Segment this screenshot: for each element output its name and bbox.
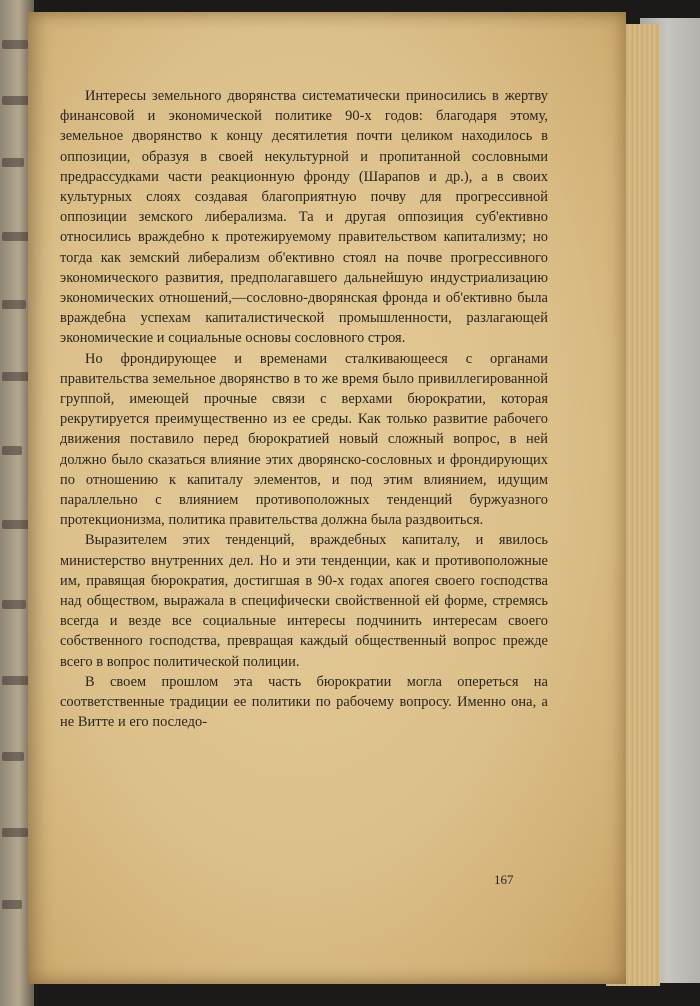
book-page <box>28 12 626 984</box>
paragraph-2: Но фрондирующее и временами сталкивающееся с органами правительства земельное дворянство в то же время было привиллегированной группой, имеющей прочные связи с верхами бюрократии, которая рекрутируется преимущественно из ее среды. Как только развитие рабочего движения поставило перед бюрократией новый сложный вопрос, в ней должно было сказаться влияние этих дворянско-сословных и фрондирующих по отношению к капиталу элементов, и под этим влиянием, идущим параллельно с влиянием противоположных тенденций буржуазного протекционизма, политика правительства должна была раздвоиться. <box>60 350 548 529</box>
paragraph-1: Интересы земельного дворянства систематически приносились в жертву финансовой и экономической политике 90-х годов: благодаря этому, земельное дворянство к концу десятилетия почти целиком находилось в оппозиции, образуя в своей некультурной и пропитанной сословными предрассудками части реакционную фронду (Шарапов и др.), а в своих культурных слоях создавая благоприятную почву для прогрессивной оппозиции земского либерализма. Та и другая оппозиция суб'ективно относились враждебно к протежируемому правительством капитализму; но тогда как земский либерализм об'ективно стоял на почве прогрессивного экономического развития, предполагавшего дальнейшую индустриализацию экономических отношений,—сословно-дворянская фронда и об'ективно была враждебна успехам капиталистической промышленности, разлагающей экономические и социальные основы сословного строя. <box>60 88 548 347</box>
page-number: 167 <box>494 872 514 887</box>
body-text <box>60 86 548 733</box>
paragraph-4: В своем прошлом эта часть бюрократии могла опереться на соответственные традиции ее политики по рабочему вопросу. Именно она, а не Витте и его последо- <box>60 673 548 731</box>
paragraph-3: Выразителем этих тенденций, враждебных капиталу, и явилось министерство внутренних дел. Но и эти тенденции, как и противоположные им, правящая бюрократия, достигшая в 90-х годах апогея своего господства над обществом, выражала в специфически свойственной ей форме, стремясь всегда и везде все социальные интересы подчинить интересам своего собственного господства, превращая каждый общественный вопрос прежде всего в вопрос политической полиции. <box>60 532 548 670</box>
